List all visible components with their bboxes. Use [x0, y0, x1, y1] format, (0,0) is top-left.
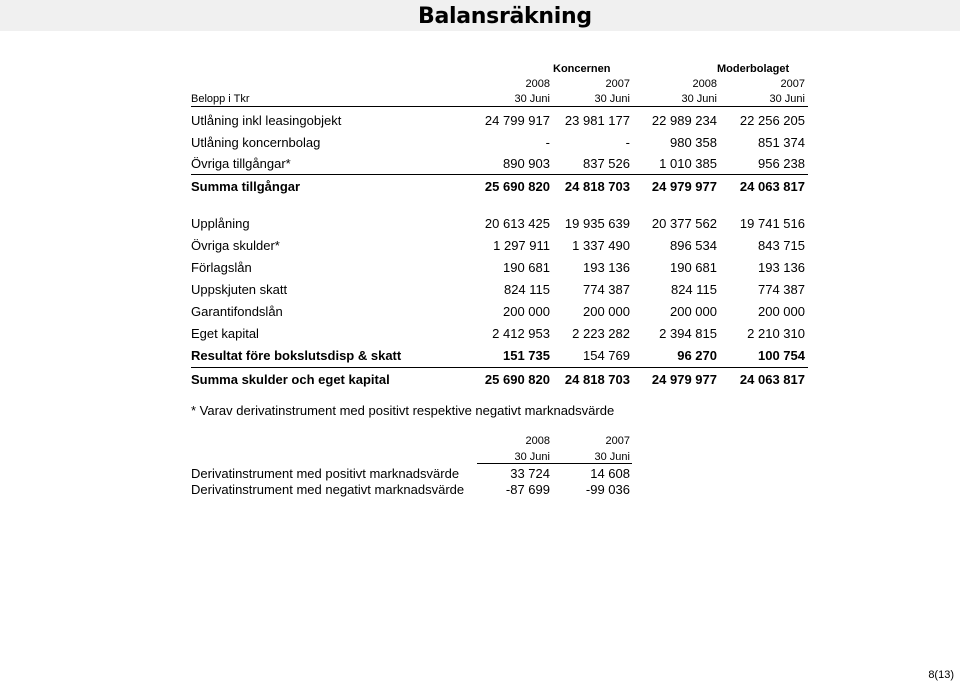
table-cell: 851 374 [758, 135, 805, 150]
year-header: 2008 [692, 78, 717, 90]
table-cell: 96 270 [677, 348, 717, 363]
table-cell: 20 377 562 [651, 216, 717, 231]
table-cell: 190 681 [503, 260, 550, 275]
table-cell: 843 715 [758, 238, 805, 253]
table-cell: - [545, 135, 550, 150]
table-cell: 24 979 977 [651, 179, 717, 194]
year-header: 2007 [780, 78, 805, 90]
table-cell: 200 000 [670, 304, 717, 319]
table-cell: 774 387 [758, 282, 805, 297]
table-cell: 22 256 205 [739, 113, 805, 128]
table-cell: 2 412 953 [492, 326, 550, 341]
table-cell: 190 681 [670, 260, 717, 275]
resultat-rule [191, 367, 808, 368]
date-header: 30 Juni [594, 93, 630, 105]
table-cell: 22 989 234 [651, 113, 717, 128]
table-row-label: Övriga tillgångar* [191, 156, 291, 171]
table-cell: 25 690 820 [484, 372, 550, 387]
table-cell: 837 526 [583, 156, 630, 171]
table-row-label: Övriga skulder* [191, 238, 280, 253]
table-cell: 980 358 [670, 135, 717, 150]
table-cell: 774 387 [583, 282, 630, 297]
deriv-year-header: 2007 [605, 435, 630, 447]
year-header: 2007 [605, 78, 630, 90]
table-cell: 193 136 [583, 260, 630, 275]
table-cell: 896 534 [670, 238, 717, 253]
table-cell: 24 818 703 [564, 179, 630, 194]
table-row-label: Eget kapital [191, 326, 259, 341]
table-row-label: Upplåning [191, 216, 250, 231]
deriv-year-header: 2008 [525, 435, 550, 447]
table-cell: 2 223 282 [572, 326, 630, 341]
table-cell: 24 979 977 [651, 372, 717, 387]
table-cell: 24 799 917 [484, 113, 550, 128]
table-cell: 1 297 911 [493, 238, 550, 253]
deriv-date-header: 30 Juni [514, 451, 550, 463]
header-rule [191, 106, 808, 107]
table-cell: 24 818 703 [564, 372, 630, 387]
table-cell: 100 754 [758, 348, 805, 363]
deriv-row-label: Derivatinstrument med positivt marknadsvärde [191, 466, 460, 481]
table-cell: 200 000 [758, 304, 805, 319]
deriv-date-header: 30 Juni [594, 451, 630, 463]
table-cell: 200 000 [503, 304, 550, 319]
table-cell: 1 010 385 [659, 156, 717, 171]
date-header: 30 Juni [769, 93, 805, 105]
table-cell: 154 769 [583, 348, 630, 363]
table-row-label: Resultat före bokslutsdisp & skatt [191, 348, 402, 363]
table-row-label: Förlagslån [191, 260, 252, 275]
group-header-koncernen: Koncernen [553, 63, 611, 75]
group-header-moderbolaget: Moderbolaget [717, 63, 790, 75]
table-cell: 25 690 820 [484, 179, 550, 194]
table-cell: 824 115 [670, 282, 717, 297]
table-cell: 890 903 [503, 156, 550, 171]
page-title: Balansräkning [418, 4, 592, 29]
deriv-header-rule [477, 463, 632, 464]
table-row-label: Utlåning koncernbolag [191, 135, 321, 150]
table-cell: 151 735 [503, 348, 550, 363]
table-cell: 24 063 817 [739, 372, 805, 387]
table-cell: 193 136 [758, 260, 805, 275]
deriv-cell: 14 608 [590, 466, 630, 481]
table-cell: 824 115 [503, 282, 550, 297]
page-number: 8(13) [928, 669, 954, 681]
table-row-label: Garantifondslån [191, 304, 283, 319]
table-row-label: Summa skulder och eget kapital [191, 372, 390, 387]
deriv-cell: -99 036 [585, 482, 630, 497]
table-cell: - [625, 135, 630, 150]
table-cell: 2 210 310 [747, 326, 805, 341]
table-cell: 956 238 [758, 156, 805, 171]
table-cell: 19 935 639 [564, 216, 630, 231]
deriv-cell: 33 724 [510, 466, 550, 481]
subtotal-rule [191, 174, 808, 175]
table-row-label: Summa tillgångar [191, 179, 301, 194]
table-cell: 200 000 [583, 304, 630, 319]
table-cell: 2 394 815 [659, 326, 717, 341]
table-cell: 23 981 177 [564, 113, 630, 128]
deriv-cell: -87 699 [505, 482, 550, 497]
table-row-label: Uppskjuten skatt [191, 282, 288, 297]
year-header: 2008 [525, 78, 550, 90]
table-cell: 24 063 817 [739, 179, 805, 194]
table-cell: 1 337 490 [572, 238, 630, 253]
date-header: 30 Juni [514, 93, 550, 105]
table-cell: 20 613 425 [484, 216, 550, 231]
unit-label: Belopp i Tkr [191, 93, 250, 105]
footnote: * Varav derivatinstrument med positivt respektive negativt marknadsvärde [191, 403, 615, 418]
date-header: 30 Juni [681, 93, 717, 105]
deriv-row-label: Derivatinstrument med negativt marknadsvärde [191, 482, 465, 497]
table-cell: 19 741 516 [739, 216, 805, 231]
table-row-label: Utlåning inkl leasingobjekt [191, 113, 342, 128]
